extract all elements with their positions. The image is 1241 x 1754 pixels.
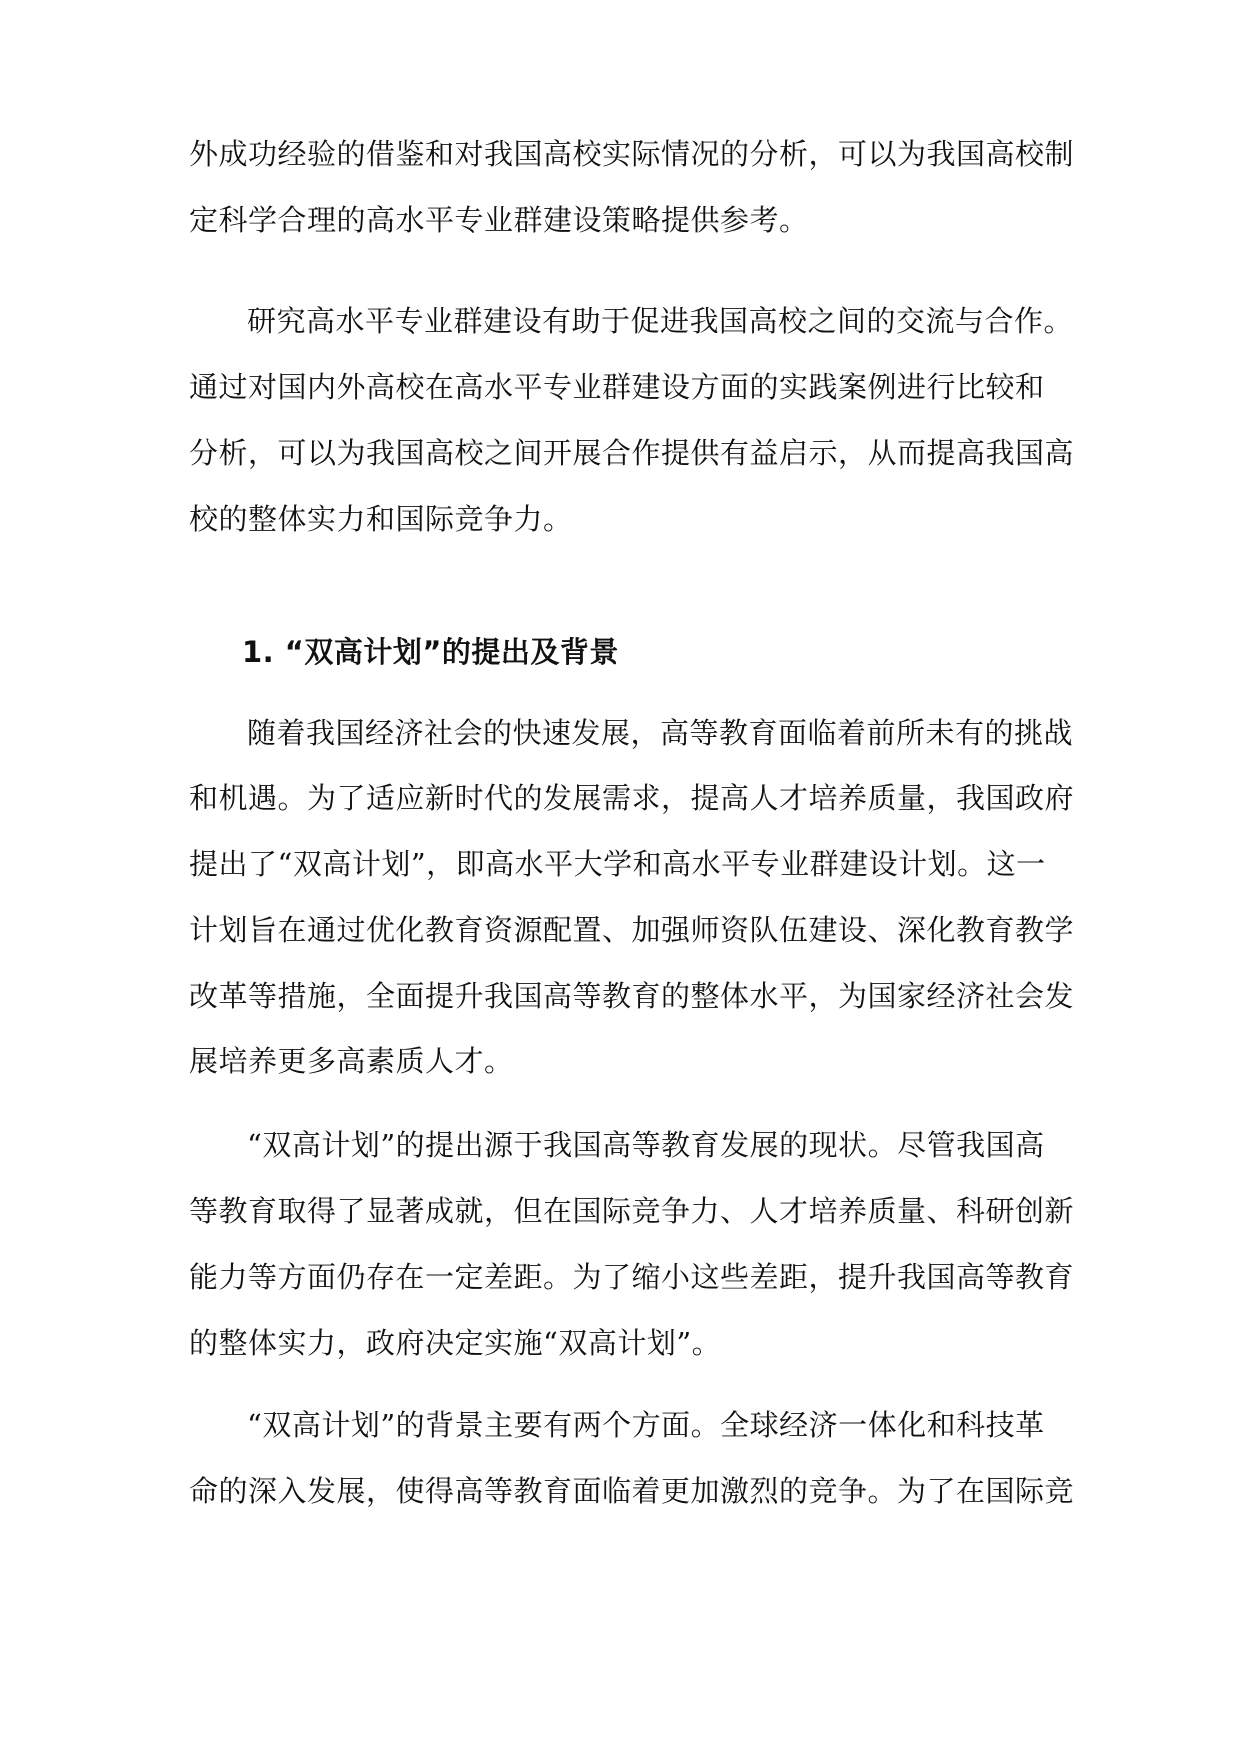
paragraph-first-line: 研究高水平专业群建设有助于促进我国高校之间的交流与合作。: [247, 304, 1074, 338]
paragraph-line: 提出了“双高计划”，即高水平大学和高水平专业群建设计划。这一: [189, 847, 1046, 881]
paragraph-first-line: “双高计划”的提出源于我国高等教育发展的现状。尽管我国高: [247, 1128, 1045, 1162]
paragraph-first-line: 随着我国经济社会的快速发展，高等教育面临着前所未有的挑战: [247, 716, 1074, 750]
paragraph-first-line: “双高计划”的背景主要有两个方面。全球经济一体化和科技革: [247, 1408, 1045, 1442]
paragraph-line: 计划旨在通过优化教育资源配置、加强师资队伍建设、深化教育教学: [189, 913, 1075, 947]
paragraph-line: 外成功经验的借鉴和对我国高校实际情况的分析，可以为我国高校制: [189, 137, 1075, 171]
section-heading: 1. “双高计划”的提出及背景: [242, 635, 619, 669]
paragraph-line: 等教育取得了显著成就，但在国际竞争力、人才培养质量、科研创新: [189, 1194, 1075, 1228]
paragraph-line: 改革等措施，全面提升我国高等教育的整体水平，为国家经济社会发: [189, 979, 1075, 1013]
paragraph-line: 通过对国内外高校在高水平专业群建设方面的实践案例进行比较和: [189, 370, 1045, 404]
paragraph-line: 定科学合理的高水平专业群建设策略提供参考。: [189, 203, 809, 237]
paragraph-line: 校的整体实力和国际竞争力。: [189, 502, 573, 536]
paragraph-line: 命的深入发展，使得高等教育面临着更加激烈的竞争。为了在国际竞: [189, 1474, 1075, 1508]
paragraph-line: 能力等方面仍存在一定差距。为了缩小这些差距，提升我国高等教育: [189, 1260, 1075, 1294]
paragraph-line: 分析，可以为我国高校之间开展合作提供有益启示，从而提高我国高: [189, 436, 1075, 470]
paragraph-line: 的整体实力，政府决定实施“双高计划”。: [189, 1326, 722, 1360]
paragraph-line: 展培养更多高素质人才。: [189, 1044, 514, 1078]
paragraph-line: 和机遇。为了适应新时代的发展需求，提高人才培养质量，我国政府: [189, 781, 1075, 815]
